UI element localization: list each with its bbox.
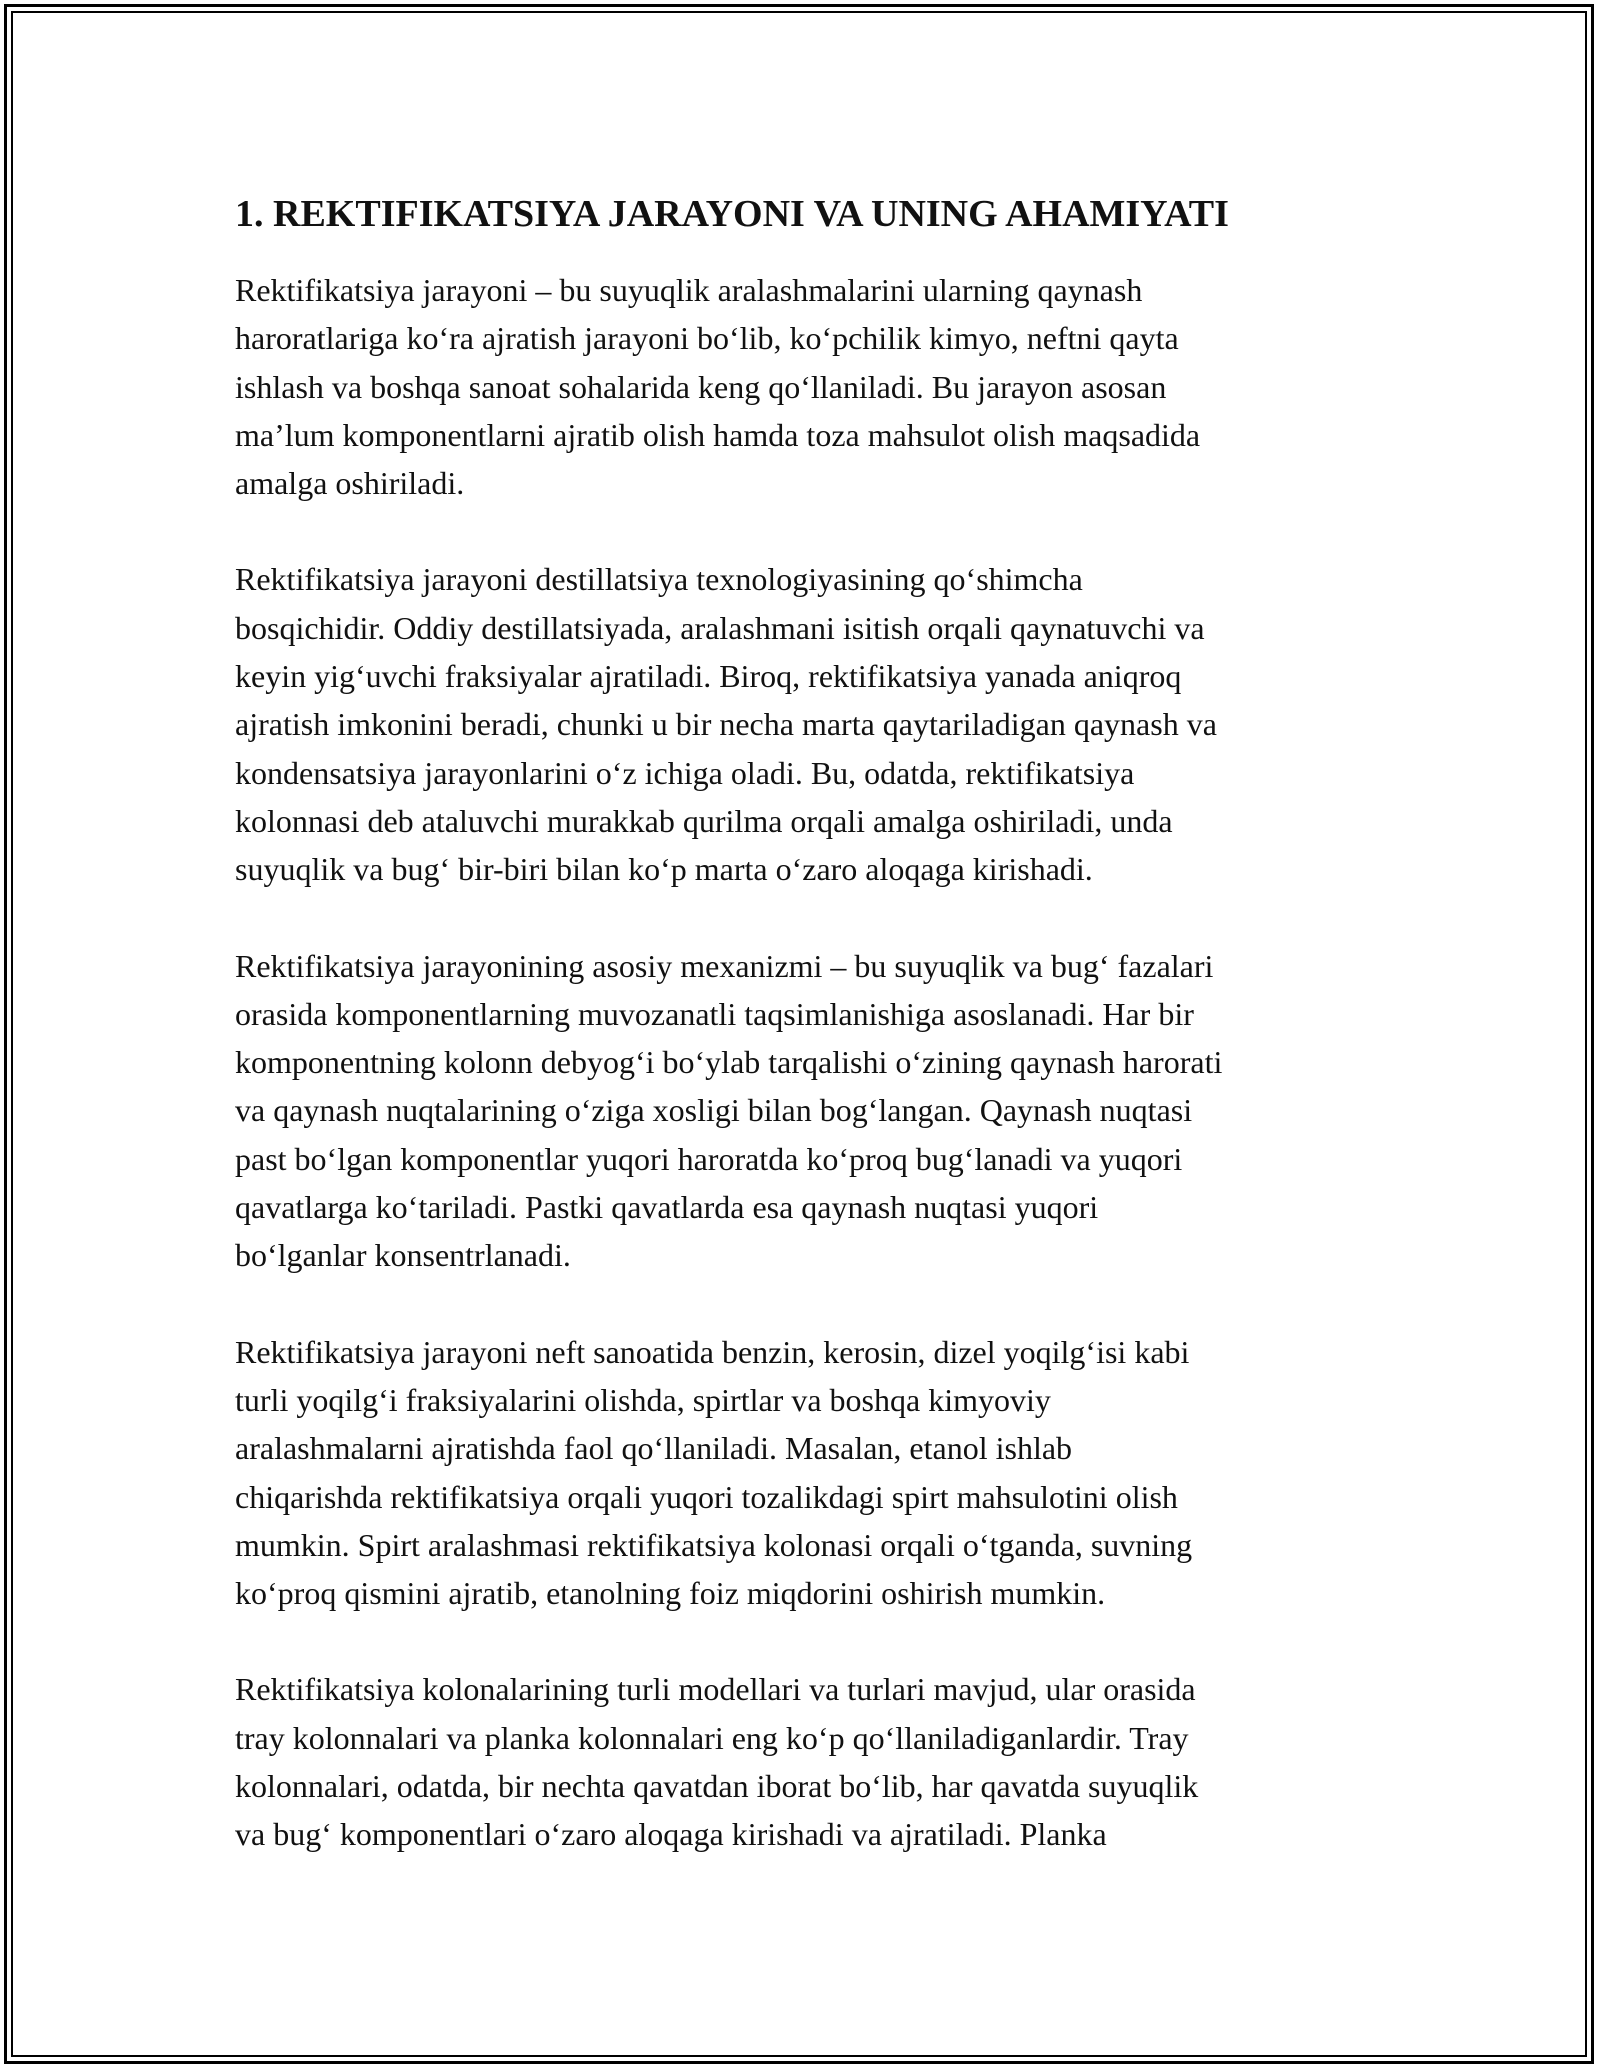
paragraph-2 bbox=[235, 555, 1375, 893]
text-line: bosqichidir. Oddiy destillatsiyada, aralashmani isitish orqali qaynatuvchi va bbox=[235, 609, 1205, 646]
text-line: suyuqlik va bug‘ bir-biri bilan ko‘p marta o‘zaro aloqaga kirishadi. bbox=[235, 851, 1093, 888]
text-line: va qaynash nuqtalarining o‘ziga xosligi bilan bog‘langan. Qaynash nuqtasi bbox=[235, 1092, 1193, 1129]
document-body bbox=[235, 188, 1375, 1907]
text-line: kolonnalari, odatda, bir nechta qavatdan iborat bo‘lib, har qavatda suyuqlik bbox=[235, 1768, 1199, 1805]
text-line: past bo‘lgan komponentlar yuqori haroratda ko‘proq bug‘lanadi va yuqori bbox=[235, 1140, 1183, 1177]
text-line: haroratlariga ko‘ra ajratish jarayoni bo‘lib, ko‘pchilik kimyo, neftni qayta bbox=[235, 320, 1179, 357]
text-line: bo‘lganlar konsentrlanadi. bbox=[235, 1237, 571, 1274]
text-line: aralashmalarni ajratishda faol qo‘llaniladi. Masalan, etanol ishlab bbox=[235, 1430, 1073, 1467]
text-line: Rektifikatsiya jarayoni neft sanoatida benzin, kerosin, dizel yoqilg‘isi kabi bbox=[235, 1333, 1190, 1370]
text-line: keyin yig‘uvchi fraksiyalar ajratiladi. Biroq, rektifikatsiya yanada aniqroq bbox=[235, 658, 1182, 695]
text-line: Rektifikatsiya kolonalarining turli modellari va turlari mavjud, ular orasida bbox=[235, 1671, 1196, 1708]
text-line: amalga oshiriladi. bbox=[235, 465, 465, 502]
text-line: komponentning kolonn debyog‘i bo‘ylab tarqalishi o‘zining qaynash harorati bbox=[235, 1044, 1223, 1081]
paragraph-3 bbox=[235, 942, 1375, 1280]
text-line: Rektifikatsiya jarayoni – bu suyuqlik aralashmalarini ularning qaynash bbox=[235, 272, 1143, 308]
text-line: ma’lum komponentlarni ajratib olish hamda toza mahsulot olish maqsadida bbox=[235, 416, 1201, 453]
text-line: Rektifikatsiya jarayonining asosiy mexanizmi – bu suyuqlik va bug‘ fazalari bbox=[235, 947, 1214, 984]
text-line: orasida komponentlarning muvozanatli taqsimlanishiga asoslanadi. Har bir bbox=[235, 995, 1194, 1032]
text-line: ajratish imkonini beradi, chunki u bir necha marta qaytariladigan qaynash va bbox=[235, 706, 1217, 743]
document-title: 1. REKTIFIKATSIYA JARAYONI VA UNING AHAMIYATI bbox=[235, 193, 1229, 235]
text-line: Rektifikatsiya jarayoni destillatsiya texnologiyasining qo‘shimcha bbox=[235, 561, 1083, 598]
text-line: kondensatsiya jarayonlarini o‘z ichiga oladi. Bu, odatda, rektifikatsiya bbox=[235, 754, 1135, 791]
text-line: kolonnasi deb ataluvchi murakkab qurilma orqali amalga oshiriladi, unda bbox=[235, 802, 1173, 839]
text-line: mumkin. Spirt aralashmasi rektifikatsiya kolonasi orqali o‘tganda, suvning bbox=[235, 1526, 1193, 1563]
text-line: ishlash va boshqa sanoat sohalarida keng qo‘llaniladi. Bu jarayon asosan bbox=[235, 368, 1167, 405]
paragraph-1 bbox=[235, 266, 1375, 507]
paragraph-5 bbox=[235, 1665, 1375, 1858]
text-line: turli yoqilg‘i fraksiyalarini olishda, spirtlar va boshqa kimyoviy bbox=[235, 1381, 1051, 1418]
text-line: qavatlarga ko‘tariladi. Pastki qavatlarda esa qaynash nuqtasi yuqori bbox=[235, 1189, 1099, 1226]
text-line: va bug‘ komponentlari o‘zaro aloqaga kirishadi va ajratiladi. Planka bbox=[235, 1816, 1107, 1853]
text-line: ko‘proq qismini ajratib, etanolning foiz miqdorini oshirish mumkin. bbox=[235, 1575, 1106, 1612]
text-line: chiqarishda rektifikatsiya orqali yuqori tozalikdagi spirt mahsulotini olish bbox=[235, 1478, 1178, 1515]
paragraph-4 bbox=[235, 1328, 1375, 1618]
text-line: tray kolonnalari va planka kolonnalari eng ko‘p qo‘llaniladiganlardir. Tray bbox=[235, 1719, 1189, 1756]
